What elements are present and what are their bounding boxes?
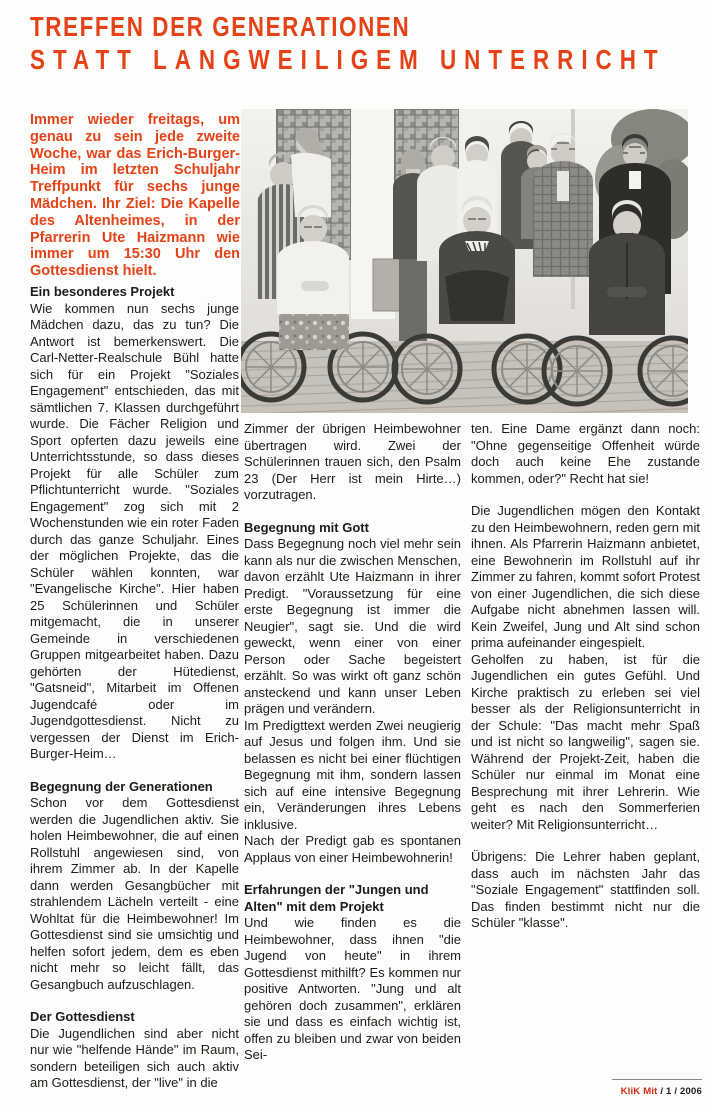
issue-number: / 1 / 2006 [657, 1086, 702, 1097]
section-heading: Erfahrungen der "Jungen und Alten" mit dem Projekt [244, 882, 429, 914]
intro-teaser: Immer wieder freitags, um genau zu sein jede zweite Woche, war das Erich-Burger-Heim im letzten Schuljahr Treffpunkt für sechs junge Mädchen. Ihr Ziel: Die Kapelle des Altenheimes, in der Pfarrerin Ute Haizmann wie immer um 15:30 Uhr den Gottesdienst hielt. [30, 112, 240, 280]
bag-on-lap [445, 270, 509, 321]
section-kontakt [471, 503, 700, 833]
wood-floor [241, 341, 688, 413]
headline-line-1: TREFFEN DER GENERATIONEN [30, 11, 411, 42]
section-paragraph: Zimmer der übrigen Heimbewohner übertragen wird. Zwei der Schülerinnen trauen sich, den Psalm 23 (Der Herr ist mein Hirte…) vorzutragen. [244, 421, 461, 502]
section-erfahrungen [244, 882, 461, 1064]
section-heading: Ein besonderes Projekt [30, 284, 175, 299]
section-der-gottesdienst [30, 1009, 239, 1092]
patterned-skirt [279, 314, 349, 350]
chapel-group-photo [241, 109, 688, 413]
section-paragraph: Die Jugendlichen mögen den Kontakt zu den Heimbewohnern, reden gern mit ihnen. Als Pfarrerin Haizmann anbietet, eine Bewohnerin im Rollstuhl auf ihr Zimmer zu fahren, kommt sofort Protest von einer Jugendlichen, die sich diese Aufgabe nicht abnehmen lassen will. Kein Zweifel, Jung und Alt sind schon prima aufeinander eingespielt. [471, 503, 701, 650]
page-footer [552, 1086, 702, 1097]
section-paragraph: Dass Begegnung noch viel mehr sein kann als nur die zwischen Menschen, davon erzählt Ute Haizmann in ihrer Predigt. "Voraussetzung für eine erste Begegnung ist immer die Neugier", sagt sie. Und die wird geweckt, wenn einer von einer Person oder Sache begeistert erzählt. So was wirkt oft ganz schön ansteckend und kann unser Leben prägen und verändern. [244, 536, 461, 716]
footer-rule [612, 1079, 702, 1080]
column-left [30, 284, 239, 1092]
section-uebrigens [471, 849, 700, 932]
column-middle [244, 421, 461, 1064]
section-heading: Begegnung der Generationen [30, 778, 213, 794]
section-paragraph: Und wie finden es die Heimbewohner, dass ihnen "die Jugend von heute" in ihrem Gottesdienst mithilft? Es kommen nur positive Antworten. "Jung und alt gehören doch zusammen", erklären sie und dass es einfach wichtig ist, offen zu bleiben und zwar von beiden Sei- [244, 915, 461, 1062]
magazine-brand: KliK Mit [620, 1086, 658, 1097]
section-paragraph: Im Predigttext werden Zwei neugierig auf Jesus und folgen ihm. Und sie belassen es nicht bei einer flüchtigen Begegnung mit ihm, sondern lassen sich auf eine intensive Begegnung ein, Veränderungen ihres Lebens inklusive. [244, 717, 461, 832]
section-begegnung-mit-gott [244, 520, 461, 867]
section-paragraph: Übrigens: Die Lehrer haben geplant, dass auch im nächsten Jahr das "Soziale Engagement" stattfinden soll. Das finden bestimmt nicht nur die Schüler "klasse". [471, 849, 700, 930]
section-paragraph: Geholfen zu haben, ist für die Jugendlichen ein gutes Gefühl. Und Kirche praktisch zu erleben sei viel besser als der Religionsunterricht in der Schule: "Das macht mehr Spaß und ist nicht so langweilig", sagen sie. Während der Projekt-Zeit, haben die Schüler nur einmal im Monat eine Besprechung mit ihrer Lehrerin. Wie geht es nach den Sommerferien weiter? Mit Religionsunterricht… [471, 651, 700, 832]
section-continuation [244, 421, 461, 504]
section-heading: Begegnung mit Gott [244, 519, 369, 535]
column-right [471, 421, 700, 932]
section-besonderes-projekt [30, 284, 239, 763]
preaching-bands [629, 171, 641, 189]
section-continuation [471, 421, 700, 487]
section-begegnung-der-generationen [30, 779, 239, 994]
section-paragraph: ten. Eine Dame ergänzt dann noch: "Ohne gegenseitige Offenheit würde doch auch keine Ehe zustande kommen, oder?" Recht hat sie! [471, 421, 700, 486]
headline-line-2: STATT LANGWEILIGEM UNTERRICHT [30, 44, 666, 75]
chapel-photo-illustration [241, 109, 688, 413]
section-paragraph: Wie kommen nun sechs junge Mädchen dazu, das zu tun? Die Antwort ist bemerkenswert. Die Carl-Netter-Realschule Bühl hatte sich für ein Projekt "Soziales Engagement" entschieden, das mit sämtlichen 7. Klassen durchgeführt wurde. Die Fächer Religion und Sport opferten dazu jeweils eine Unterrichtsstunde, so dass dieses Projekt für alle Schüler zum Pflichtunterricht wurde. "Soziales Engagement" zog sich mit 2 Wochenstunden wie ein roter Faden durch das ganze Schuljahr. Eines der möglichen Projekte, das die Schüler wählen konnten, war "Evangelische Kirche". Hier haben 25 Schülerinnen und Schüler mitgemacht, die in unserer Gemeinde in verschiedenen Gruppen mitgearbeitet haben. Dazu gehörten der Hütedienst, "Gatsneid", Mitarbeit im Offenen Jugendcafé oder im Jugendgottesdienst. Nicht zu vergessen der Dienst im Erich-Burger-Heim… [30, 300, 239, 761]
section-paragraph: Nach der Predigt gab es spontanen Applaus von einer Heimbewohnerin! [244, 833, 461, 865]
section-heading: Der Gottesdienst [30, 1009, 135, 1024]
section-paragraph: Die Jugendlichen sind aber nicht nur wie "helfende Hände" im Raum, sondern beteiligen sich auch aktiv am Gottesdienst, der "live" in die [30, 1025, 239, 1090]
section-paragraph: Schon vor dem Gottesdienst werden die Jugendlichen aktiv. Sie holen Heimbewohner, die auf einen Rollstuhl angewiesen sind, von ihrem Zimmer ab. In der Kapelle dann werden Gesangbücher mit strahlendem Lächeln verteilt - eine Wohltat für die Heimbewohner! Im Gottesdienst sind sie umsichtig und helfen sofort jedem, dem es eben nicht mehr so leicht fällt, das Gesangbuch aufzuschlagen. [30, 795, 239, 992]
